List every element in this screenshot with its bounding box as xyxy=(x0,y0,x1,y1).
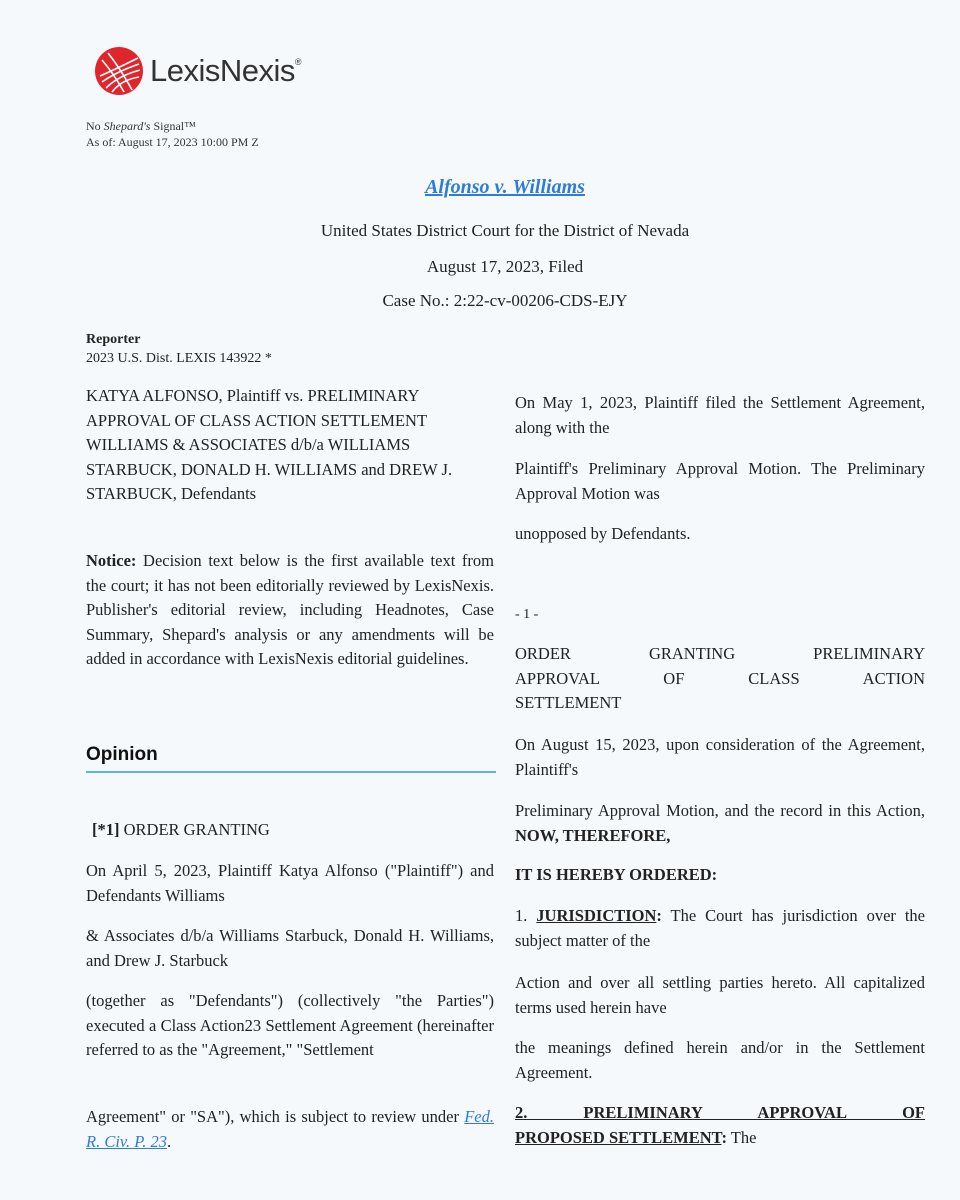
fed-r-civ-p-23-link[interactable]: Fed. R. Civ. P. 23 xyxy=(86,1107,494,1151)
right-paragraph-3: unopposed by Defendants. xyxy=(515,524,691,543)
right-paragraph-1: On May 1, 2023, Plaintiff filed the Settlement Agreement, along with the xyxy=(515,393,925,437)
opinion-divider xyxy=(86,771,496,773)
reporter-citation: 2023 U.S. Dist. LEXIS 143922 * xyxy=(86,351,272,366)
parties-caption: KATYA ALFONSO, Plaintiff vs. PRELIMINARY APPROVAL OF CLASS ACTION SETTLEMENT WILLIAMS & ASSOCIATES d/b/a WILLIAMS STARBUCK, DONALD H. WILLIAMS and DREW J. STARBUCK, Defendants xyxy=(86,386,453,503)
logo-wordmark: LexisNexis® xyxy=(150,53,302,88)
opinion-heading: Opinion xyxy=(86,744,158,765)
right-paragraph-6: Action and over all settling parties hereto. All capitalized terms used herein have xyxy=(515,973,925,1017)
reporter-label: Reporter xyxy=(86,332,141,347)
shepards-signal: No Shepard's Signal™ As of: August 17, 2023 10:00 PM Z xyxy=(86,119,259,149)
section-1-jurisdiction: 1. JURISDICTION: The Court has jurisdiction over the subject matter of the xyxy=(515,906,925,950)
order-heading-line: [*1] ORDER GRANTING xyxy=(92,820,270,839)
paragraph-4: Agreement" or "SA"), which is subject to review under Fed. R. Civ. P. 23. xyxy=(86,1107,494,1151)
paragraph-2: & Associates d/b/a Williams Starbuck, Donald H. Williams, and Drew J. Starbuck xyxy=(86,926,494,970)
as-of-date: As of: August 17, 2023 10:00 PM Z xyxy=(86,135,259,149)
case-title-link[interactable]: Alfonso v. Williams xyxy=(425,176,585,198)
lexisnexis-logo-icon xyxy=(94,46,144,96)
court-name: United States District Court for the District of Nevada xyxy=(320,221,690,240)
paragraph-1: On April 5, 2023, Plaintiff Katya Alfonso ("Plaintiff") and Defendants Williams xyxy=(86,861,494,905)
right-paragraph-2: Plaintiff's Preliminary Approval Motion. The Preliminary Approval Motion was xyxy=(515,459,925,503)
order-title: ORDER GRANTING PRELIMINARY APPROVAL OF CLASS ACTION SETTLEMENT xyxy=(515,644,925,712)
lexisnexis-logo xyxy=(94,46,301,96)
paragraph-3: (together as "Defendants") (collectively "the Parties") executed a Class Action23 Settlement Agreement (hereinafter referred to as the "Agreement," "Settlement xyxy=(86,991,494,1059)
ordered-heading: IT IS HEREBY ORDERED: xyxy=(515,865,718,884)
case-number: Case No.: 2:22-cv-00206-CDS-EJY xyxy=(382,291,628,310)
section-2-heading: 2. PRELIMINARY APPROVAL OF PROPOSED SETTLEMENT: The xyxy=(515,1103,925,1147)
notice-paragraph: Notice: Decision text below is the first available text from the court; it has not been editorially reviewed by LexisNexis. Publisher's editorial review, including Headnotes, Case Summary, Shepard's analysis or any amendments will be added in accordance with LexisNexis editorial guidelines. xyxy=(86,551,494,668)
right-paragraph-7: the meanings defined herein and/or in the Settlement Agreement. xyxy=(515,1038,925,1082)
right-paragraph-4: On August 15, 2023, upon consideration of the Agreement, Plaintiff's xyxy=(515,735,925,779)
page-number: - 1 - xyxy=(515,607,539,622)
filed-date: August 17, 2023, Filed xyxy=(426,257,584,276)
right-paragraph-5: Preliminary Approval Motion, and the record in this Action, NOW, THEREFORE, xyxy=(515,801,925,845)
